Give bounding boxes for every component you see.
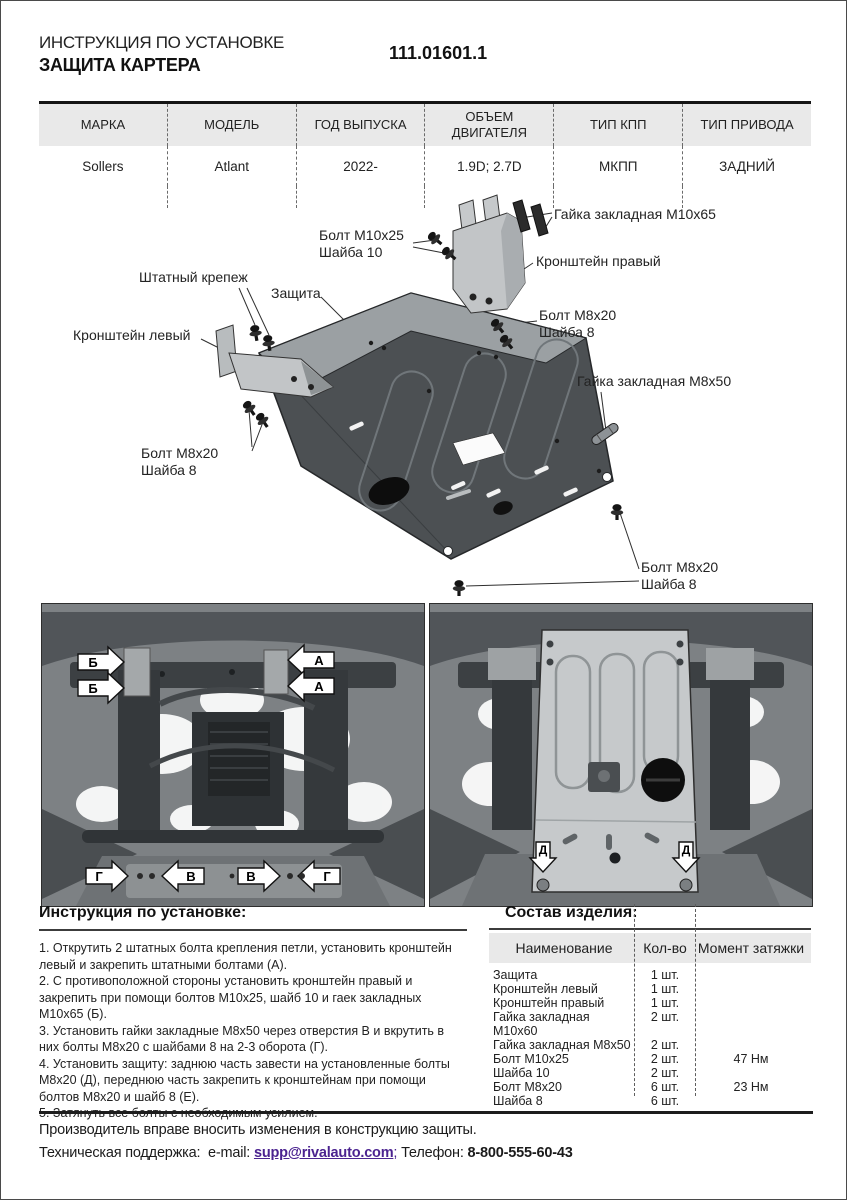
spec-header-cell: МАРКА [80, 116, 126, 132]
parts-column-divider [634, 904, 635, 1096]
marker-letter: А [314, 679, 324, 694]
doc-title-line2: ЗАЩИТА КАРТЕРА [39, 55, 201, 75]
footer-support-line [39, 1145, 573, 1161]
footer-rule [39, 1111, 813, 1114]
label-nut-m8x50: Гайка закладная М8х50 [577, 373, 732, 389]
spec-header-cell: ТИП КПП [553, 104, 682, 146]
photo-underbody-after [429, 603, 813, 907]
parts-title: Состав изделия: [505, 904, 638, 921]
right-bracket-drawing [453, 195, 548, 313]
label-bolt-m8-left: Болт М8х20 Шайба 8 [141, 445, 219, 478]
label-bolt-m10x25: Болт М10х25 Шайба 10 [319, 227, 404, 260]
footer-disclaimer: Производитель вправе вносить изменения в конструкцию защиты. [39, 1122, 477, 1138]
marker-letter: В [246, 869, 256, 884]
instruction-step: 3. Установить гайки закладные М8х50 через отверстия В и вкрутить в них болты М8х20 с шайбами 8 на 2-3 оборота (Г). [39, 1023, 445, 1054]
parts-row: Кронштейн левый 1 шт. [493, 982, 680, 996]
spec-value-cell: 1.9D; 2.7D [424, 146, 553, 186]
phone-label: Телефон: [401, 1145, 464, 1161]
separator: ; [393, 1145, 398, 1161]
spec-value-row [39, 146, 811, 186]
parts-column-divider [695, 904, 696, 1096]
instructions-divider [39, 929, 467, 931]
parts-row: Шайба 8 6 шт. [493, 1094, 680, 1108]
spec-value-cell: Sollers [82, 158, 124, 174]
instruction-step: 2. С противоположной стороны установить кронштейн правый и закрепить при помощи болтов М10х25, шайб 10 и гаек закладных М10х65 (Б). [39, 974, 422, 1021]
spec-header-cell: ТИП ПРИВОДА [682, 104, 811, 146]
label-bracket-left: Кронштейн левый [73, 327, 191, 343]
spec-value-cell: ЗАДНИЙ [682, 146, 811, 186]
label-stock-fastener: Штатный крепеж [139, 269, 248, 285]
label-bracket-right: Кронштейн правый [536, 253, 661, 269]
support-email-link[interactable]: supp@rivalauto.com [253, 1145, 394, 1161]
email-label: e-mail: [208, 1145, 251, 1161]
spec-header-row [39, 104, 811, 146]
parts-divider [489, 928, 811, 930]
marker-letter: Б [88, 681, 98, 696]
spec-header-cell: ГОД ВЫПУСКА [296, 104, 425, 146]
marker-letter: Г [323, 869, 331, 884]
label-plate: Защита [271, 285, 321, 301]
marker-letter: Д [538, 843, 548, 857]
marker-letter: Б [88, 655, 98, 670]
parts-row: Гайка закладная М10х60 2 шт. [493, 1010, 680, 1038]
support-phone: 8-800-555-60-43 [467, 1145, 573, 1161]
label-nut-m10x65: Гайка закладная М10х65 [554, 206, 716, 222]
parts-row: Болт М8х20 6 шт. 23 Нм [493, 1080, 769, 1094]
installation-instructions [39, 904, 467, 1122]
exploded-view-diagram [1, 191, 847, 603]
marker-letter: Д [681, 843, 691, 857]
spec-value-cell: Atlant [167, 146, 296, 186]
instruction-step: 1. Открутить 2 штатных болта крепления петли, установить кронштейн левый и закрепить штатными болтами (А). [39, 941, 452, 972]
label-bolt-m8-bottom: Болт М8х20 Шайба 8 [641, 559, 719, 592]
spec-header-cell: ОБЪЕМ ДВИГАТЕЛЯ [424, 104, 553, 146]
spec-value-cell: МКПП [553, 146, 682, 186]
marker-letter: В [186, 869, 196, 884]
part-number: 111.01601.1 [389, 43, 488, 63]
label-bolt-m8-right: Болт М8х20 Шайба 8 [539, 307, 617, 340]
parts-row: Гайка закладная М8х50 2 шт. [493, 1038, 680, 1052]
doc-title-line1: ИНСТРУКЦИЯ ПО УСТАНОВКЕ [39, 33, 285, 52]
parts-row: Защита 1 шт. [493, 968, 680, 982]
spec-header-cell: МОДЕЛЬ [167, 104, 296, 146]
support-label: Техническая поддержка: [39, 1145, 201, 1161]
parts-row: Болт М10х25 2 шт. 47 Нм [493, 1052, 769, 1066]
photo-underbody-before [41, 603, 425, 907]
marker-letter: А [314, 653, 324, 668]
spec-value-cell: 2022- [296, 146, 425, 186]
marker-letter: Г [95, 869, 103, 884]
instructions-title: Инструкция по установке: [39, 904, 247, 921]
parts-rows [489, 968, 811, 1108]
parts-row: Кронштейн правый 1 шт. [493, 996, 680, 1010]
instruction-step: 4. Установить защиту: заднюю часть завести на установленные болты М8х20 (Д), переднюю часть закрепить к кронштейнам при помощи болтов М8х20 и шайб 8 (Е). [39, 1056, 450, 1104]
parts-list [489, 904, 811, 1108]
parts-header-row: Наименование Кол-во Момент затяжки [489, 933, 811, 963]
parts-row: Шайба 10 2 шт. [493, 1066, 680, 1080]
